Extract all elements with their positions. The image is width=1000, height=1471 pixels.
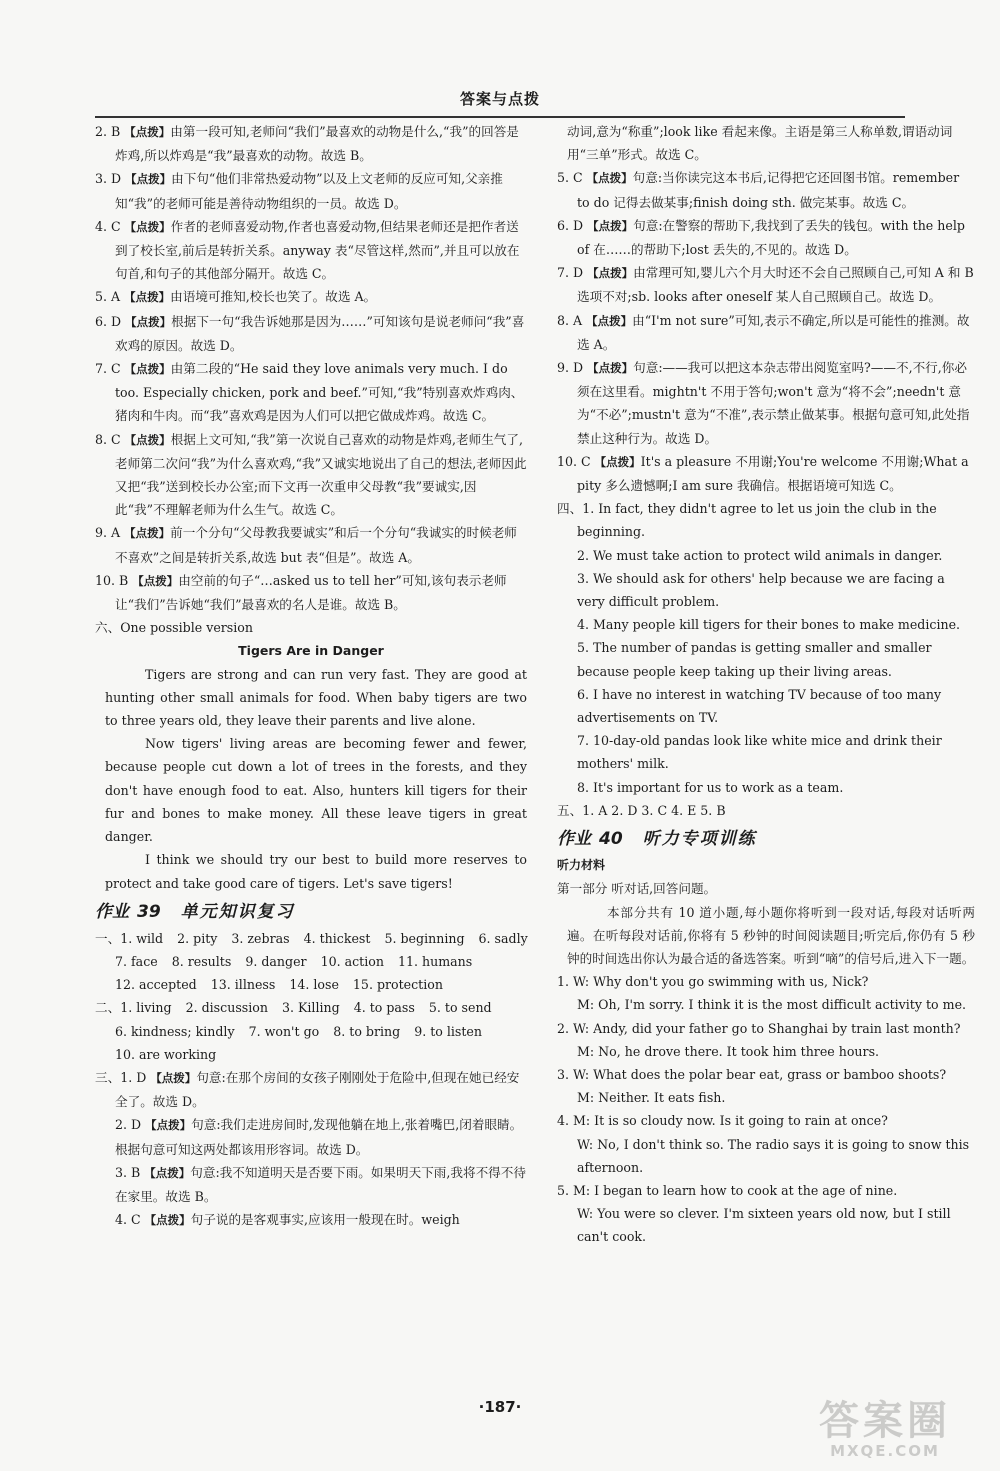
hint-marker: 【点拨】 <box>594 454 641 469</box>
answer: 8. results <box>171 953 232 969</box>
hint-marker: 【点拨】 <box>124 526 171 541</box>
dialog-line: W: You were so clever. I'm sixteen years old now, but I still can't cook. <box>577 1206 951 1245</box>
answer: 5. to send <box>428 1000 492 1016</box>
listening-label: 听力材料 <box>557 858 606 873</box>
homework-label: 作业 <box>557 829 591 850</box>
watermark-url: MXQE.COM <box>830 1442 940 1460</box>
answer-item: 2. D 【点拨】句意:我们走进房间时,发现他躺在地上,张着嘴巴,闭着眼睛。根据句意可知这两处都该用形容词。故选 D。 <box>115 1117 523 1157</box>
answer: 4. thickest <box>303 930 371 946</box>
dialog-line: M: Oh, I'm sorry. I think it is the most difficult activity to me. <box>577 997 967 1013</box>
answer-item: 5. C 【点拨】句意:当你读完这本书后,记得把它还回图书馆。remember to do 记得去做某事;finish doing sth. 做完某事。故选 C。 <box>557 170 960 210</box>
answer-item: 9. A 【点拨】前一个分句“父母教我要诚实”和后一个分句“我诚实的时候老师不喜欢”之间是转折关系,故选 but 表“但是”。故选 A。 <box>95 525 517 565</box>
answer: 3. zebras <box>231 930 290 946</box>
dialog-line: 1. W: Why don't you go swimming with us, Nick? <box>557 974 869 990</box>
hint-marker: 【点拨】 <box>124 219 171 234</box>
homework-title: 听力专项训练 <box>642 829 757 850</box>
sentence-answer: 8. It's important for us to work as a team. <box>577 779 844 795</box>
page-number: ·187· <box>478 1398 522 1416</box>
hint-marker: 【点拨】 <box>125 314 172 329</box>
sentence-answer: 3. We should ask for others' help because we are facing a very difficult problem. <box>577 570 945 610</box>
answer: 3. Killing <box>281 1000 340 1016</box>
answer: 10. action <box>320 953 384 969</box>
sentence-answer: 5. The number of pandas is getting smaller and smaller because people keep taking up their living areas. <box>577 640 932 679</box>
answer-item: 2. B 【点拨】由第一段可知,老师问“我们”最喜欢的动物是什么,“我”的回答是炸鸡,所以炸鸡是“我”最喜欢的动物。故选 B。 <box>95 124 519 164</box>
hint-marker: 【点拨】 <box>144 1165 191 1180</box>
answer-item: 6. D 【点拨】句意:在警察的帮助下,我找到了丢失的钱包。with the help of 在……的帮助下;lost 丢失的,不见的。故选 D。 <box>557 217 965 258</box>
answer: 6. kindness; kindly <box>115 1023 235 1039</box>
answer: 6. sadly <box>478 930 528 946</box>
homework-title: 单元知识复习 <box>180 901 295 922</box>
watermark-logo <box>795 1400 975 1465</box>
essay-title: Tigers Are in Danger <box>238 643 384 659</box>
answer-item: 3. B 【点拨】句意:我不知道明天是否要下雨。如果明天下雨,我将不得不待在家里。故选 B。 <box>115 1164 526 1204</box>
hint-marker: 【点拨】 <box>124 432 171 447</box>
part-one-heading: 第一部分 听对话,回答问题。 <box>557 881 717 897</box>
answer: 一、1. wild <box>95 930 164 946</box>
dialog-line: 2. W: Andy, did your father go to Shanghai by train last month? <box>557 1020 961 1036</box>
answer: 10. are working <box>115 1046 217 1062</box>
answer: 12. accepted <box>115 977 197 993</box>
homework-number: 40 <box>599 829 623 850</box>
hint-marker: 【点拨】 <box>150 1070 197 1085</box>
homework-39-heading <box>95 897 527 927</box>
section-two-row <box>95 1020 527 1043</box>
answer: 8. to bring <box>333 1023 401 1039</box>
homework-label: 作业 <box>95 901 129 922</box>
right-column <box>557 120 975 1249</box>
sentence-answer: 6. I have no interest in watching TV because of too many advertisements on TV. <box>577 686 942 726</box>
answer-item: 10. C 【点拨】It's a pleasure 不用谢;You're welcome 不用谢;What a pity 多么遗憾啊;I am sure 我确信。根据语境可知选 C。 <box>557 453 969 494</box>
answer: 14. lose <box>289 977 339 993</box>
hint-marker: 【点拨】 <box>124 125 171 139</box>
section-one-row <box>95 973 527 996</box>
hint-marker: 【点拨】 <box>132 573 179 588</box>
answer-item: 4. C 【点拨】作者的老师喜爱动物,作者也喜爱动物,但结果老师还是把作者送到了校长室,前后是转折关系。anyway 表“尽管这样,然而”,并且可以放在句首,和句子的其他部分隔开。故选 C。 <box>95 218 520 282</box>
page-header <box>95 88 905 118</box>
part-one-description: 本部分共有 10 道小题,每小题你将听到一段对话,每段对话听两遍。在听每段对话前,你将有 5 秒钟的时间阅读题目;听完后,你仍有 5 秒钟的时间选出你认为最合适的备选答案。听到“嘀”的信号后,进入下一题。 <box>567 904 975 966</box>
answer: 9. danger <box>245 953 307 969</box>
dialog-line: 4. M: It is so cloudy now. Is it going to rain at once? <box>557 1113 888 1129</box>
answer: 7. won't go <box>248 1023 320 1039</box>
hint-marker: 【点拨】 <box>124 362 171 377</box>
answer: 二、1. living <box>95 1000 172 1016</box>
dialog-line: W: No, I don't think so. The radio says it is going to snow this afternoon. <box>577 1136 970 1175</box>
left-column <box>95 120 527 1232</box>
answer-item: 5. A 【点拨】由语境可推知,校长也笑了。故选 A。 <box>95 289 377 305</box>
answer-item: 三、1. D 【点拨】句意:在那个房间的女孩子刚刚处于危险中,但现在她已经安全了。故选 D。 <box>95 1069 520 1110</box>
sentence-answer: 四、1. In fact, they didn't agree to let us join the club in the beginning. <box>557 501 937 540</box>
sentence-answer: 4. Many people kill tigers for their bones to make medicine. <box>577 617 961 633</box>
section-two-row <box>95 996 527 1019</box>
hint-marker: 【点拨】 <box>124 290 171 305</box>
answer: 5. beginning <box>384 930 465 946</box>
hint-marker: 【点拨】 <box>587 266 634 281</box>
dialog-line: 3. W: What does the polar bear eat, grass or bamboo shoots? <box>557 1066 947 1082</box>
sentence-answer: 2. We must take action to protect wild animals in danger. <box>577 547 943 563</box>
answer: 4. to pass <box>353 1000 415 1016</box>
answer-item: 4. C 【点拨】句子说的是客观事实,应该用一般现在时。weigh <box>115 1212 460 1228</box>
dialog-line: 5. M: I began to learn how to cook at the age of nine. <box>557 1182 898 1198</box>
watermark-text: 答案圈 <box>819 1398 951 1444</box>
section-one-row <box>95 927 527 950</box>
essay-paragraph: Now tigers' living areas are becoming fewer and fewer, because people cut down a lot of trees in the forests, and they don't have enough food to eat. Also, hunters kill tigers for their fur and bones to make money. All these leave tigers in great danger. <box>105 736 527 845</box>
hint-marker: 【点拨】 <box>586 313 633 328</box>
answer: 2. pity <box>177 930 218 946</box>
answer-item: 7. C 【点拨】由第二段的“He said they love animals very much. I do too. Especially chicken, pork and beef.”可知,“我”特别喜欢炸鸡肉、猪肉和牛肉。而“我”喜欢鸡是因为人们可以把它做成炸鸡。故选 C。 <box>95 361 524 424</box>
dialog-line: M: No, he drove there. It took him three hours. <box>577 1043 880 1059</box>
homework-number: 39 <box>137 901 161 922</box>
hint-marker: 【点拨】 <box>587 218 634 233</box>
section-two-row <box>95 1043 527 1066</box>
hint-marker: 【点拨】 <box>587 361 634 376</box>
answer-item: 8. A 【点拨】由“I'm not sure”可知,表示不确定,所以是可能性的推测。故选 A。 <box>557 312 970 352</box>
answer: 9. to listen <box>414 1023 482 1039</box>
hint-marker: 【点拨】 <box>586 171 633 186</box>
header-title: 答案与点拨 <box>459 90 540 108</box>
answer-item: 10. B 【点拨】由空前的句子“…asked us to tell her”可知,该句表示老师让“我们”告诉她“我们”最喜欢的名人是谁。故选 B。 <box>95 572 507 613</box>
answer-item: 6. D 【点拨】根据下一句“我告诉她那是因为……”可知该句是说老师问“我”喜欢鸡的原因。故选 D。 <box>95 313 525 353</box>
essay-paragraph: I think we should try our best to build more reserves to protect and take good care of tigers. Let's save tigers! <box>105 852 527 891</box>
answer-item: 9. D 【点拨】句意:——我可以把这本杂志带出阅览室吗?——不,不行,你必须在这里看。mightn't 不用于答句;won't 意为“将不会”;needn't 意为“不必”;mustn't 意为“不准”,表示禁止做某事。根据句意可知,此处指禁止这种行为。故选 D。 <box>557 360 970 446</box>
answer: 13. illness <box>210 977 276 993</box>
homework-40-heading <box>557 824 975 854</box>
answer: 7. face <box>115 953 158 969</box>
hint-marker: 【点拨】 <box>145 1118 192 1133</box>
section-six-heading: 六、One possible version <box>95 620 253 636</box>
hint-marker: 【点拨】 <box>125 172 172 187</box>
answer-item: 7. D 【点拨】由常理可知,婴儿六个月大时还不会自己照顾自己,可知 A 和 B 选项不对;sb. looks after oneself 某人自己照顾自己。故选 D。 <box>557 265 974 305</box>
answer: 15. protection <box>352 977 443 993</box>
hint-marker: 【点拨】 <box>144 1213 191 1228</box>
answer-item: 3. D 【点拨】由下句“他们非常热爱动物”以及上文老师的反应可知,父亲推知“我”的老师可能是善待动物组织的一员。故选 D。 <box>95 171 503 211</box>
dialog-line: M: Neither. It eats fish. <box>577 1090 726 1106</box>
sentence-answer: 7. 10-day-old pandas look like white mice and drink their mothers' milk. <box>577 733 942 772</box>
answer: 2. discussion <box>185 1000 268 1016</box>
answer: 11. humans <box>397 953 473 969</box>
section-five-answers: 五、1. A 2. D 3. C 4. E 5. B <box>557 802 726 818</box>
continued-text: 动词,意为“称重”;look like 看起来像。主语是第三人称单数,谓语动词用“三单”形式。故选 C。 <box>567 124 953 163</box>
answer-item: 8. C 【点拨】根据上文可知,“我”第一次说自己喜欢的动物是炸鸡,老师生气了,老师第二次问“我”为什么喜欢鸡,“我”又诚实地说出了自己的想法,老师因此又把“我”送到校长办公室;而下文再一次重申父母教“我”要诚实,因此“我”不理解老师为什么生气。故选 C。 <box>95 431 527 518</box>
section-one-row <box>95 950 527 973</box>
essay-paragraph: Tigers are strong and can run very fast. They are good at hunting other small animals for food. When baby tigers are two to three years old, they leave their parents and live alone. <box>105 666 527 729</box>
